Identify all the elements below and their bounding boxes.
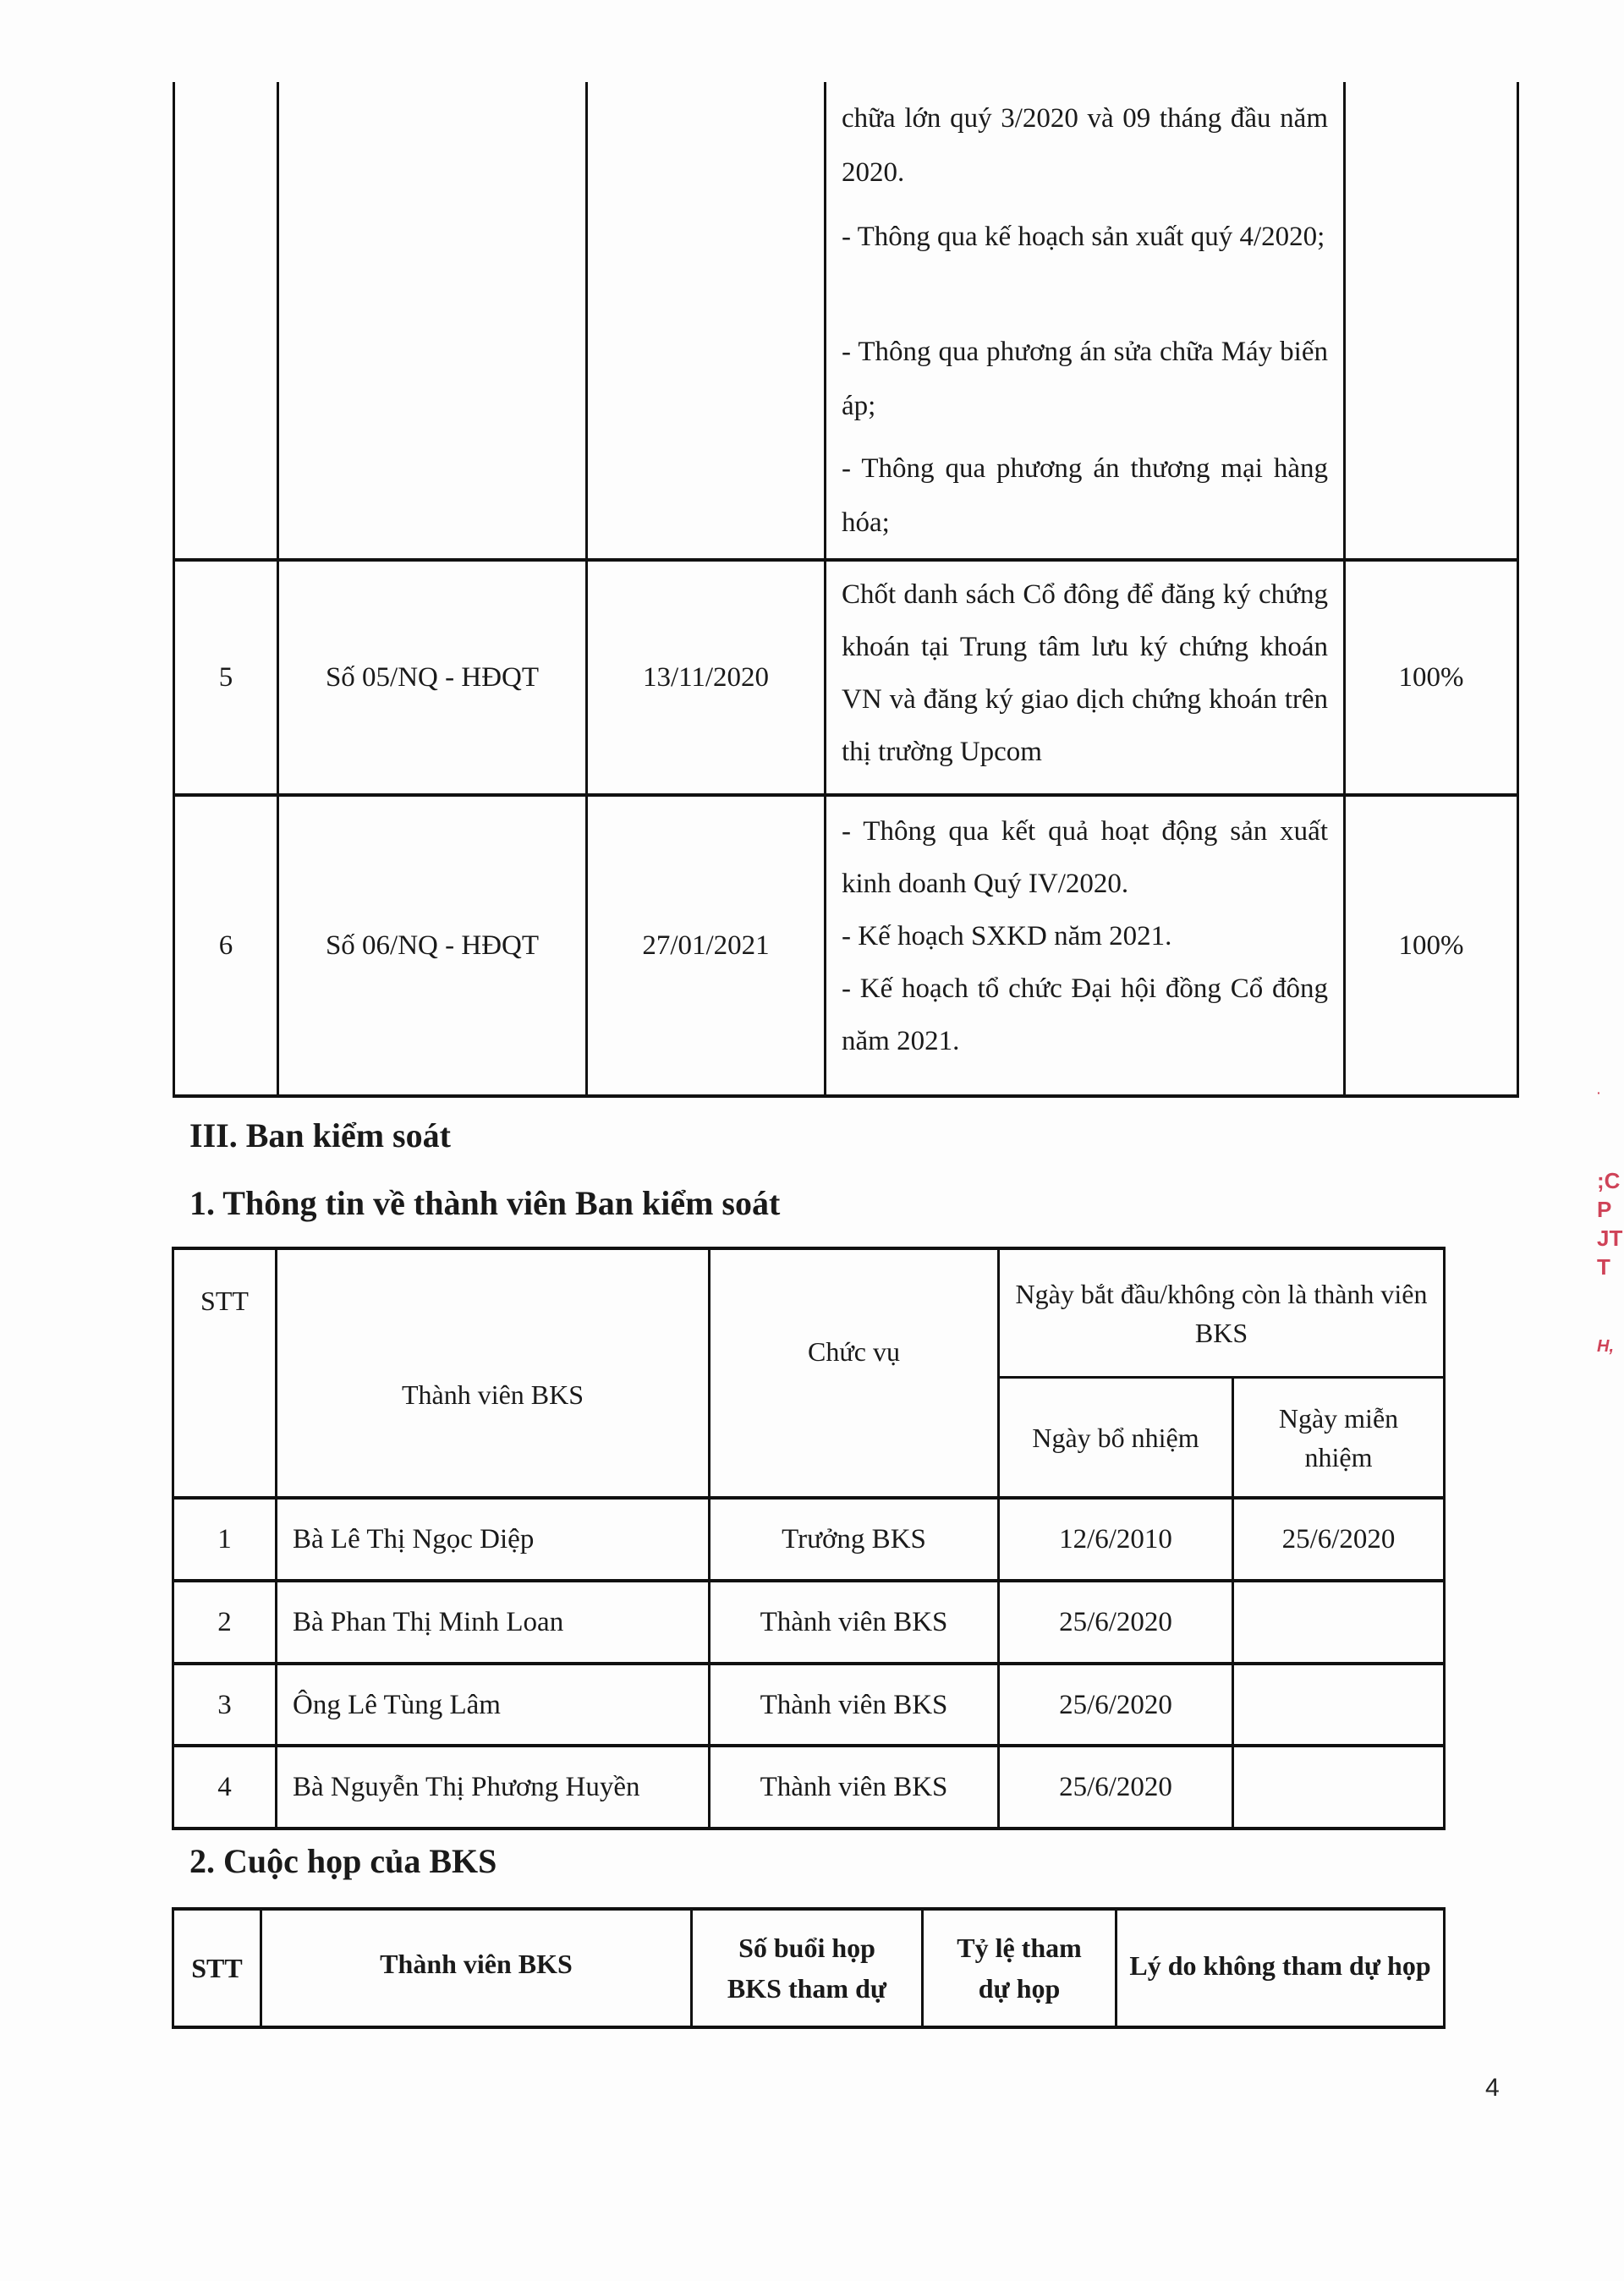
resolution-content [826, 797, 1343, 1094]
member-appointed: 25/6/2020 [1059, 1772, 1172, 1802]
header-period-group: Ngày bắt đầu/không còn là thành viên BKS [1015, 1278, 1428, 1348]
stt-cell: 6 [218, 930, 233, 961]
content-line: chữa lớn quý 3/2020 và 09 tháng đầu năm 2020. [842, 103, 1328, 188]
header-sessions: Số buổi họp BKS tham dự [727, 1933, 887, 2004]
member-position: Thành viên BKS [760, 1689, 948, 1720]
content-line: Chốt danh sách Cổ đông để đăng ký chứng khoán tại Trung tâm lưu ký chứng khoán VN và đăng ký giao dịch chứng khoán trên thị trường Upcom [842, 579, 1328, 767]
member-stt: 1 [217, 1524, 232, 1554]
approval-rate: 100% [1398, 930, 1464, 961]
content-line: - Thông qua kết quả hoạt động sản xuất kinh doanh Quý IV/2020. [842, 816, 1328, 899]
member-dismissed: 25/6/2020 [1281, 1524, 1396, 1554]
resolution-content [826, 562, 1343, 793]
subsection-title: 2. Cuộc họp của BKS [189, 1842, 497, 1880]
table-border [1517, 82, 1519, 1097]
content-line: - Thông qua phương án sửa chữa Máy biến áp; [842, 337, 1328, 421]
table-border [172, 1827, 1446, 1830]
header-rate: Tỷ lệ tham dự họp [957, 1933, 1082, 2004]
member-stt: 2 [217, 1607, 232, 1637]
header-member: Thành viên BKS [401, 1379, 584, 1410]
member-dismissed [1234, 1582, 1443, 1662]
content-line: - Kế hoạch SXKD năm 2021. [842, 921, 1172, 951]
table-border [1443, 1247, 1446, 1830]
member-appointed: 25/6/2020 [1059, 1689, 1172, 1720]
table-border [173, 1094, 1519, 1098]
stamp-glyph: T [1597, 1254, 1610, 1280]
member-stt: 4 [217, 1772, 232, 1802]
member-position: Trưởng BKS [782, 1524, 926, 1554]
stamp-glyph: JT [1597, 1225, 1623, 1251]
member-dismissed [1234, 1665, 1443, 1744]
resolution-date: 13/11/2020 [642, 662, 770, 693]
approval-rate: 100% [1398, 662, 1464, 693]
header-stt: STT [200, 1286, 249, 1316]
page-number: 4 [1485, 2074, 1500, 2102]
member-name: Ông Lê Tùng Lâm [293, 1689, 501, 1720]
resolution-number: Số 05/NQ - HĐQT [325, 662, 540, 693]
stamp-glyph: H, [1597, 1337, 1614, 1356]
member-appointed: 25/6/2020 [1059, 1607, 1172, 1637]
header-dismissed: Ngày miễn nhiệm [1278, 1402, 1399, 1472]
stamp-fragment [1597, 1070, 1624, 1357]
member-position: Thành viên BKS [760, 1772, 948, 1802]
header-reason: Lý do không tham dự họp [1129, 1950, 1431, 1981]
member-position: Thành viên BKS [760, 1607, 948, 1637]
section-title: III. Ban kiểm soát [189, 1116, 451, 1154]
stamp-glyph: P [1597, 1197, 1612, 1222]
table-border [1443, 1907, 1446, 2029]
stamp-glyph: · [1597, 1086, 1601, 1099]
member-appointed: 12/6/2010 [1059, 1524, 1172, 1554]
header-member: Thành viên BKS [380, 1949, 573, 1979]
member-stt: 3 [217, 1689, 232, 1720]
stt-cell: 5 [218, 662, 233, 693]
member-name: Bà Lê Thị Ngọc Diệp [293, 1524, 535, 1554]
subsection-title: 1. Thông tin về thành viên Ban kiểm soát [189, 1184, 781, 1222]
member-name: Bà Phan Thị Minh Loan [293, 1607, 564, 1637]
resolution-number: Số 06/NQ - HĐQT [325, 930, 540, 961]
stamp-glyph: ;C [1597, 1168, 1621, 1193]
resolution-date: 27/01/2021 [642, 930, 770, 961]
content-line: - Thông qua kế hoạch sản xuất quý 4/2020; [842, 222, 1325, 252]
member-name: Bà Nguyễn Thị Phương Huyền [293, 1772, 640, 1802]
table-border [172, 2026, 1446, 2029]
content-line: - Kế hoạch tổ chức Đại hội đồng Cổ đông năm 2021. [842, 973, 1328, 1056]
content-line: - Thông qua phương án thương mại hàng hóa; [842, 453, 1328, 538]
header-appointed: Ngày bổ nhiệm [1032, 1422, 1199, 1453]
member-dismissed [1234, 1747, 1443, 1827]
header-position: Chức vụ [808, 1336, 900, 1367]
header-stt: STT [191, 1953, 243, 1983]
